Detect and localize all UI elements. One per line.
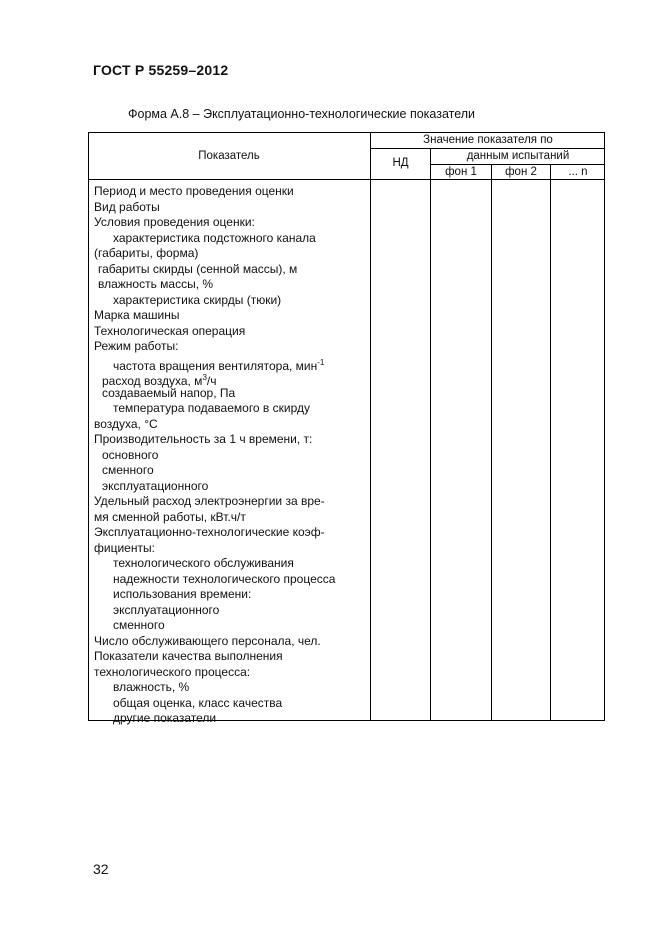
col-divider-indicator bbox=[370, 132, 371, 721]
table-row: использования времени: bbox=[113, 587, 252, 601]
table-row: основного bbox=[102, 447, 159, 462]
table-row: Марка машины bbox=[94, 308, 180, 322]
table-border-left bbox=[88, 132, 89, 721]
table-row: Удельный расход электроэнергии за вре- bbox=[94, 494, 325, 508]
page-number: 32 bbox=[93, 861, 109, 877]
table-row: эксплуатационного bbox=[113, 602, 220, 617]
table-row: общая оценка, класс качества bbox=[113, 695, 283, 710]
table-row: (габариты, форма) bbox=[94, 246, 199, 260]
table-row bbox=[94, 355, 370, 371]
header-bg2: фон 2 bbox=[505, 166, 537, 178]
table-row: воздуха, °С bbox=[94, 416, 158, 431]
table-row: технологического обслуживания bbox=[113, 556, 294, 570]
table-row: мя сменной работы, кВт.ч/т bbox=[94, 509, 246, 524]
table-row: Период и место проведения оценки bbox=[94, 184, 294, 198]
table-row: надежности технологического процесса bbox=[113, 571, 336, 586]
air-flow-superscript: 3 bbox=[202, 373, 207, 382]
header-value-group: Значение показателя по bbox=[423, 134, 553, 146]
table-row: другие показатели bbox=[113, 711, 217, 725]
table-row: создаваемый напор, Па bbox=[102, 385, 236, 400]
table-row: Условия проведения оценки: bbox=[94, 215, 255, 229]
air-flow-unit-tail: /ч bbox=[206, 374, 217, 388]
header-bgn: ... n bbox=[568, 166, 588, 178]
table-row: сменного bbox=[113, 618, 165, 632]
col-divider-nd bbox=[430, 148, 431, 721]
indicator-list bbox=[94, 184, 370, 727]
form-caption: Форма А.8 – Эксплуатационно-технологические показатели bbox=[128, 107, 476, 121]
table-row: Производительность за 1 ч времени, т: bbox=[94, 432, 313, 446]
col-divider-bg1 bbox=[491, 164, 492, 721]
table-border-right bbox=[604, 132, 605, 721]
header-indicator: Показатель bbox=[198, 150, 260, 162]
col-divider-bg2 bbox=[550, 164, 551, 721]
table-row: Показатели качества выполнения bbox=[94, 649, 283, 663]
header-bg1: фон 1 bbox=[445, 166, 477, 178]
table-row: Режим работы: bbox=[94, 339, 179, 353]
table-row: температура подаваемого в скирду bbox=[113, 401, 310, 415]
fan-speed-superscript: -1 bbox=[317, 357, 325, 367]
header-nd: НД bbox=[392, 157, 409, 169]
table-row: Технологическая операция bbox=[94, 323, 246, 338]
document-standard-header: ГОСТ Р 55259–2012 bbox=[93, 62, 229, 78]
table-row: технологического процесса: bbox=[94, 664, 251, 679]
table-row: сменного bbox=[102, 463, 154, 477]
table-row: эксплуатационного bbox=[102, 478, 209, 493]
table-row: фициенты: bbox=[94, 540, 155, 555]
table-row: Эксплуатационно-технологические коэф- bbox=[94, 525, 325, 539]
fan-speed-label: частота вращения вентилятора, мин bbox=[113, 358, 318, 373]
table-row: влажность массы, % bbox=[98, 277, 214, 291]
table-row: габариты скирды (сенной массы), м bbox=[98, 261, 298, 276]
table-row: влажность, % bbox=[113, 680, 190, 694]
table-row: характеристика подстожного канала bbox=[113, 230, 316, 245]
header-test-data: данным испытаний bbox=[466, 150, 570, 162]
header-bottom-line bbox=[88, 179, 605, 180]
air-flow-label: расход воздуха, м bbox=[102, 374, 203, 388]
table-row: Число обслуживающего персонала, чел. bbox=[94, 633, 321, 648]
table-row: характеристика скирды (тюки) bbox=[113, 292, 282, 307]
table-row: Вид работы bbox=[94, 199, 160, 214]
